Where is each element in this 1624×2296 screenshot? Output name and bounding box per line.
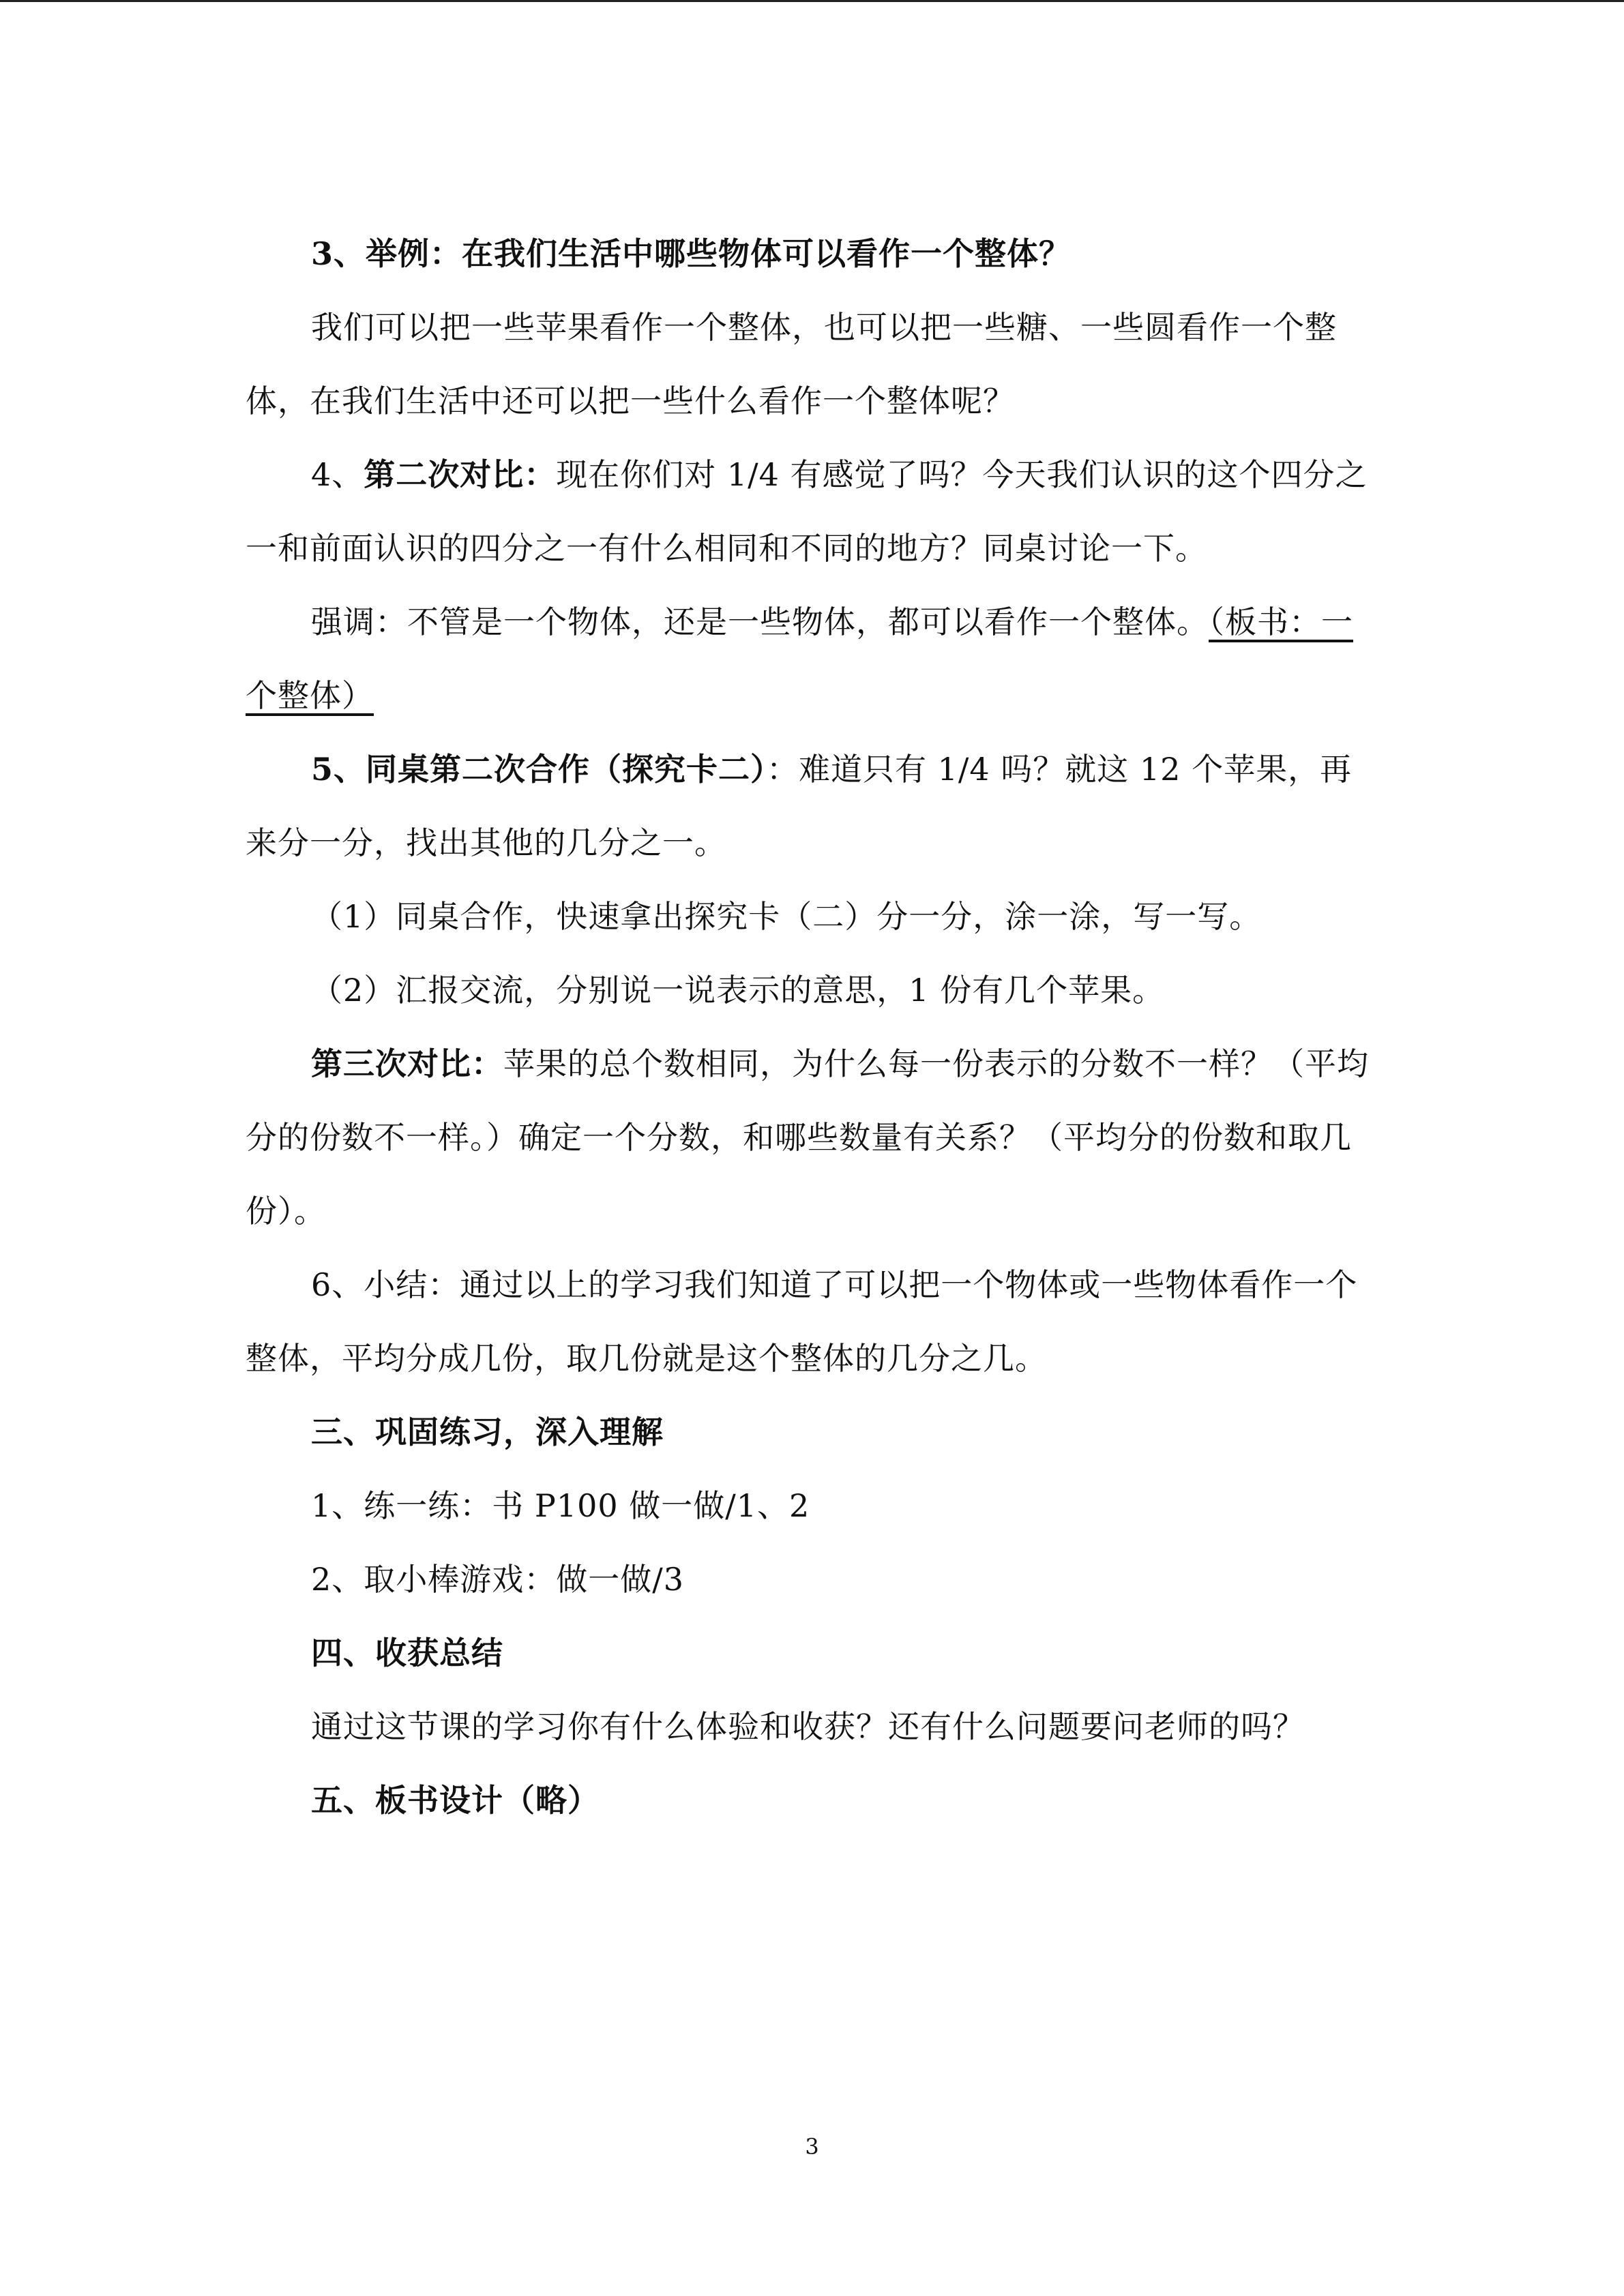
page-number: 3 bbox=[805, 2134, 819, 2160]
paragraph-emphasis bbox=[246, 585, 1378, 732]
paragraph-whole-examples: 我们可以把一些苹果看作一个整体，也可以把一些糖、一些圆看作一个整体，在我们生活中还可以把一些什么看作一个整体呢？ bbox=[246, 309, 1337, 419]
board-note: （板书：一个整体） bbox=[246, 603, 1353, 714]
paragraph-step-1: （1）同桌合作，快速拿出探究卡（二）分一分，涂一涂，写一写。 bbox=[311, 898, 1262, 935]
section-text: ：难道只有 1/4 吗？就这 12 个苹果，再来分一分，找出其他的几分之一。 bbox=[246, 751, 1353, 861]
paragraph-summary: 6、小结：通过以上的学习我们知道了可以把一个物体或一些物体看作一个整体，平均分成几份，取几份就是这个整体的几分之几。 bbox=[246, 1266, 1358, 1377]
section-text: 在我们生活中哪些物体可以看作一个整体？ bbox=[462, 235, 1072, 272]
paragraph-practice-2: 2、取小棒游戏：做一做/3 bbox=[311, 1561, 685, 1598]
paragraph-example-question bbox=[246, 217, 1378, 290]
paragraph-third-comparison bbox=[246, 1027, 1378, 1248]
heading-section-5: 五、板书设计（略） bbox=[311, 1782, 600, 1819]
section-label: 第二次对比： bbox=[364, 456, 557, 493]
section-text: 苹果的总个数相同，为什么每一份表示的分数不一样？（平均分的份数不一样。）确定一个分数，和哪些数量有关系？（平均分的份数和取几份）。 bbox=[246, 1045, 1369, 1229]
top-border-line bbox=[0, 0, 1624, 2]
section-number: 4、 bbox=[311, 456, 364, 493]
document-body bbox=[246, 217, 1378, 1837]
heading-section-4: 四、收获总结 bbox=[311, 1635, 503, 1671]
paragraph-second-comparison bbox=[246, 438, 1378, 585]
section-label: 3、举例： bbox=[311, 235, 462, 272]
heading-section-3: 三、巩固练习，深入理解 bbox=[311, 1414, 664, 1450]
paragraph-second-cooperation bbox=[246, 732, 1378, 880]
section-label: 第三次对比： bbox=[311, 1045, 503, 1082]
section-text: 现在你们对 1/4 有感觉了吗？今天我们认识的这个四分之一和前面认识的四分之一有什么相同和不同的地方？同桌讨论一下。 bbox=[246, 456, 1368, 567]
paragraph-step-2: （2）汇报交流，分别说一说表示的意思，1 份有几个苹果。 bbox=[311, 972, 1165, 1009]
section-label: 5、同桌第二次合作（探究卡二） bbox=[311, 751, 767, 788]
paragraph-practice-1: 1、练一练：书 P100 做一做/1、2 bbox=[311, 1487, 810, 1524]
emphasis-text: 强调：不管是一个物体，还是一些物体，都可以看作一个整体。 bbox=[311, 603, 1209, 640]
paragraph-reflection: 通过这节课的学习你有什么体验和收获？还有什么问题要问老师的吗？ bbox=[311, 1708, 1305, 1745]
